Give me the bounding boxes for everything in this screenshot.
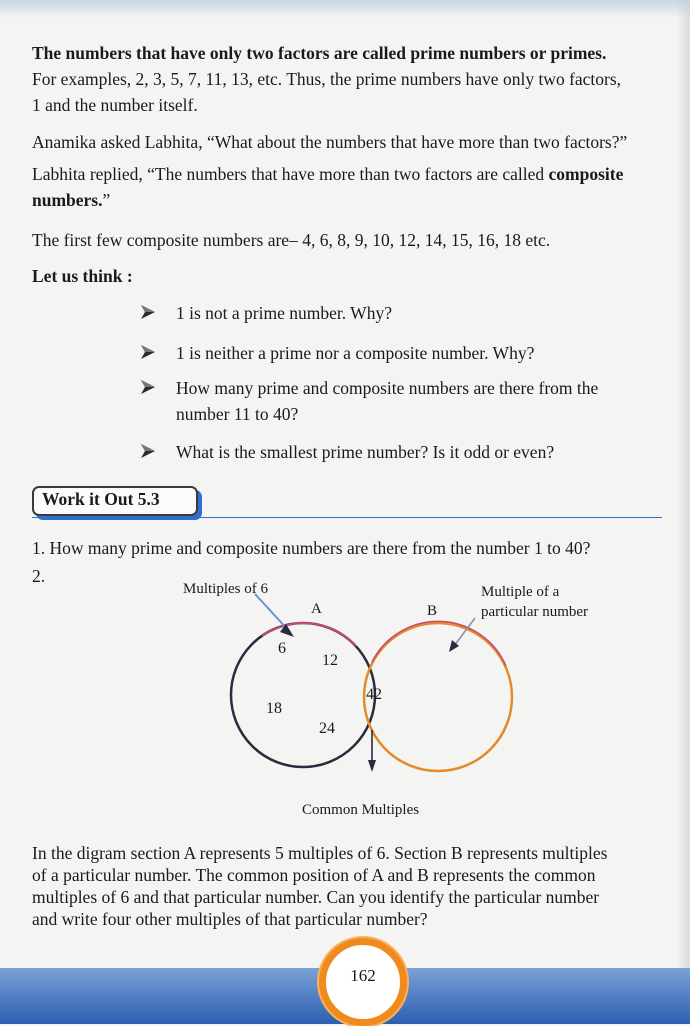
bullet-text: What is the smallest prime number? Is it odd or even? bbox=[176, 442, 555, 462]
composite-word: composite bbox=[548, 164, 624, 184]
labhita-text: Labhita replied, “The numbers that have more than two factors are called bbox=[32, 164, 549, 184]
prime-examples-line2: 1 and the number itself. bbox=[32, 95, 198, 115]
circle-b bbox=[364, 623, 512, 771]
value-24: 24 bbox=[319, 720, 335, 737]
numbers-word: numbers. bbox=[32, 190, 103, 210]
circle-a-highlight bbox=[262, 623, 356, 646]
arrow-bullet-icon bbox=[140, 344, 156, 360]
label-b: B bbox=[427, 603, 438, 619]
question-1: 1. How many prime and composite numbers are there from the number 1 to 40? bbox=[32, 538, 591, 558]
value-6: 6 bbox=[278, 640, 286, 657]
arrow-bullet-icon bbox=[140, 304, 156, 320]
question-2-number: 2. bbox=[32, 566, 46, 586]
paragraph-anamika: Anamika asked Labhita, “What about the numbers that have more than two factors?” bbox=[32, 132, 628, 152]
paragraph-composite-list: The first few composite numbers are– 4, 6, 8, 9, 10, 12, 14, 15, 16, 18 etc. bbox=[32, 230, 551, 250]
paragraph-primes bbox=[32, 40, 662, 118]
page-edge-shadow bbox=[676, 0, 690, 1024]
paragraph-labhita bbox=[32, 161, 662, 213]
value-18: 18 bbox=[266, 700, 282, 717]
label-particular-line2: particular number bbox=[481, 604, 589, 620]
prime-definition: The numbers that have only two factors are called prime numbers or primes. bbox=[32, 43, 607, 63]
bullet-text: 1 is not a prime number. Why? bbox=[176, 303, 392, 323]
label-a: A bbox=[311, 601, 322, 617]
closing-quote: ” bbox=[102, 190, 111, 210]
final-line: In the digram section A represents 5 multiples of 6. Section B represents multiples bbox=[32, 843, 608, 863]
label-multiples-of-6: Multiples of 6 bbox=[183, 581, 268, 597]
arrow-common-head-icon bbox=[368, 760, 376, 772]
bullet-text: 1 is neither a prime nor a composite number. Why? bbox=[176, 343, 535, 363]
final-paragraph bbox=[32, 842, 662, 930]
think-heading: Let us think : bbox=[32, 266, 133, 286]
section-rule bbox=[32, 517, 662, 518]
work-it-out-label: Work it Out 5.3 bbox=[42, 489, 160, 509]
bullet-text: How many prime and composite numbers are there from the bbox=[176, 378, 599, 398]
arrow-bullet-icon bbox=[140, 443, 156, 459]
final-line: multiples of 6 and that particular number. Can you identify the particular number bbox=[32, 887, 600, 907]
circle-b-highlight bbox=[372, 621, 506, 666]
value-42: 42 bbox=[366, 686, 382, 703]
prime-examples-line1: For examples, 2, 3, 5, 7, 11, 13, etc. Thus, the prime numbers have only two factors, bbox=[32, 69, 622, 89]
arrow-bullet-icon bbox=[140, 379, 156, 395]
value-12: 12 bbox=[322, 652, 338, 669]
page-number: 162 bbox=[350, 966, 376, 985]
work-it-out-box bbox=[32, 486, 198, 516]
top-band bbox=[0, 0, 690, 18]
label-common-multiples: Common Multiples bbox=[302, 802, 420, 818]
label-particular-line1: Multiple of a bbox=[481, 584, 560, 600]
final-line: of a particular number. The common position of A and B represents the common bbox=[32, 865, 596, 885]
page-number-badge bbox=[319, 938, 407, 1026]
bullet-text-continued: number 11 to 40? bbox=[176, 404, 299, 424]
final-line: and write four other multiples of that particular number? bbox=[32, 909, 428, 929]
